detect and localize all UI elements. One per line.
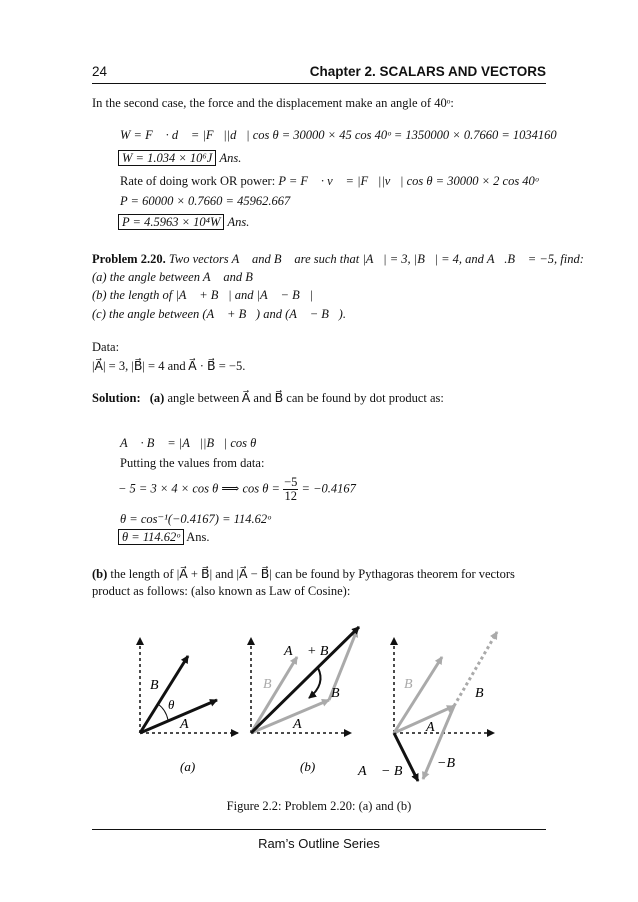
work-equation: W = F⃗ · d⃗ = |F⃗||d⃗| cos θ = 30000 × 45 cos 40ᵒ = 1350000 × 0.7660 = 1034160	[120, 128, 557, 142]
neg-b-label: −B⃗	[437, 756, 466, 771]
footer-series: Ram’s Outline Series	[258, 836, 380, 851]
solution-b-line-2: product as follows: (also known as Law of Cosine):	[92, 584, 351, 598]
theta-equation: θ = cos⁻¹(−0.4167) = 114.62ᵒ	[120, 512, 271, 526]
solution-b-label: (b)	[92, 567, 108, 581]
ans-label: Ans.	[219, 151, 242, 165]
part-c: (c) the angle between (A⃗ + B⃗) and (A⃗ − B⃗).	[92, 307, 346, 321]
cos-right: = −0.4167	[301, 481, 356, 496]
vector-b-ghost-label: B⃗	[404, 677, 424, 692]
theta-label: θ	[168, 697, 175, 712]
part-b: (b) the length of |A⃗ + B⃗| and |A⃗ − B⃗|	[92, 288, 313, 302]
panel-a	[140, 638, 238, 774]
vector-b-label: B⃗	[331, 686, 351, 701]
data-label: Data:	[92, 340, 120, 354]
putting-line: Putting the values from data:	[120, 456, 265, 470]
footer-rule	[92, 829, 546, 830]
solution-a-text: angle between A⃗ and B⃗ can be found by dot product as:	[167, 391, 444, 405]
intro-line: In the second case, the force and the displacement make an angle of 40ᵒ:	[92, 96, 454, 110]
vector-a-label: A⃗	[426, 720, 446, 735]
power-result-box: P = 4.5963 × 10⁴W	[118, 214, 224, 230]
chapter-title: Chapter 2. SCALARS AND VECTORS	[309, 64, 546, 79]
power-label: Rate of doing work OR power:	[120, 174, 276, 188]
figure-caption: Figure 2.2: Problem 2.20: (a) and (b)	[226, 799, 412, 813]
vector-b-label: B⃗	[150, 678, 170, 693]
diff-label: A⃗ − B⃗	[358, 764, 414, 779]
problem-label: Problem 2.20.	[92, 252, 166, 266]
page-number: 24	[92, 64, 108, 79]
panel-a-label: (a)	[180, 759, 196, 774]
work-result-box: W = 1.034 × 10⁶J	[118, 150, 216, 166]
vector-b-label: B⃗	[475, 686, 495, 701]
problem-text: Two vectors A⃗ and B⃗ are such that |A⃗| = 3, |B⃗| = 4, and A⃗.B⃗ = −5, find:	[168, 252, 584, 266]
data-values: |A⃗| = 3, |B⃗| = 4 and A⃗ · B⃗ = −5.	[92, 359, 246, 373]
vector-b-ghost-label: B⃗	[263, 677, 283, 692]
power-equation-2: P = 60000 × 0.7660 = 45962.667	[120, 194, 291, 208]
solution-a-label: (a)	[149, 391, 165, 405]
cos-left: − 5 = 3 × 4 × cos θ ⟹ cos θ =	[118, 481, 280, 496]
panel-c	[357, 632, 497, 781]
solution-label: Solution:	[92, 391, 141, 405]
panel-b-label: (b)	[300, 759, 316, 774]
panel-b	[251, 627, 359, 774]
theta-result-box: θ = 114.62ᵒ	[118, 529, 184, 545]
ans-label: Ans.	[186, 530, 210, 544]
vector-a-label: A⃗	[293, 717, 313, 732]
dot-equation: A⃗ · B⃗ = |A⃗||B⃗| cos θ	[120, 436, 257, 450]
cos-numerator: −5	[284, 475, 298, 489]
angle-arc	[158, 704, 168, 720]
vector-a-label: A⃗	[180, 717, 200, 732]
ans-label: Ans.	[227, 215, 250, 229]
part-a: (a) the angle between A⃗ and B⃗	[92, 270, 263, 284]
sum-label: A⃗ + B⃗	[284, 644, 340, 659]
solution-b-text: the length of |A⃗ + B⃗| and |A⃗ − B⃗| can be found by Pythagoras theorem for vectors	[110, 567, 515, 581]
power-equation: P = F⃗ · v⃗ = |F⃗||v⃗| cos θ = 30000 × 2 cos 40ᵒ	[278, 174, 539, 188]
cos-denominator: 12	[284, 489, 297, 503]
